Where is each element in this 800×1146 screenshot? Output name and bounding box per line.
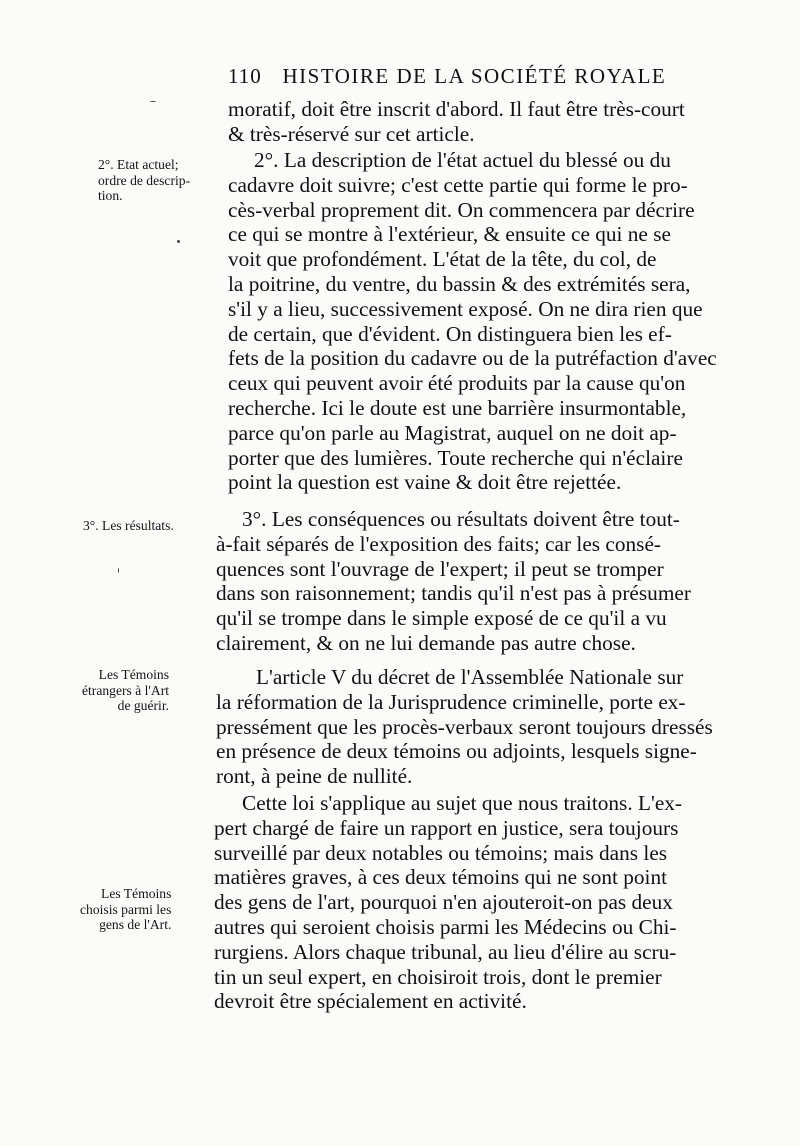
text-line: voit que profondément. L'état de la tête, du col, de bbox=[228, 247, 657, 272]
text-line: porter que des lumières. Toute recherche qui n'éclaire bbox=[228, 445, 683, 470]
text-line: fets de la position du cadavre ou de la putréfaction d'avec bbox=[228, 346, 717, 371]
text-line: autres qui seroient choisis parmi les Médecins ou Chi- bbox=[214, 914, 677, 939]
text-line: dans son raisonnement; tandis qu'il n'est pas à présumer bbox=[216, 581, 691, 606]
text-line: pert chargé de faire un rapport en justice, sera toujours bbox=[214, 815, 679, 840]
text-line: & très-réservé sur cet article. bbox=[228, 121, 475, 146]
text-line: la poitrine, du ventre, du bassin & des extrémités sera, bbox=[228, 271, 691, 296]
text-line: qu'il se trompe dans le simple exposé de ce qu'il a vu bbox=[216, 606, 667, 631]
text-line: à-fait séparés de l'exposition des faits; car les consé- bbox=[216, 531, 661, 556]
text-line: quences sont l'ouvrage de l'expert; il peut se tromper bbox=[216, 556, 664, 581]
paragraph-article-v bbox=[212, 665, 788, 789]
paper-speck bbox=[177, 240, 180, 243]
margin-note-line: 3°. Les résultats. bbox=[83, 518, 174, 533]
margin-note-temoins-gens-art bbox=[80, 886, 171, 933]
margin-note-line: gens de l'Art. bbox=[99, 917, 172, 932]
paragraph-description bbox=[212, 148, 788, 495]
text-line: pressément que les procès-verbaux seront toujours dressés bbox=[216, 714, 713, 739]
text-line: surveillé par deux notables ou témoins; mais dans les bbox=[214, 840, 668, 865]
margin-note-line: de guérir. bbox=[117, 698, 169, 713]
text-line: cadavre doit suivre; c'est cette partie qui forme le pro- bbox=[228, 172, 688, 197]
margin-note-line: Les Témoins bbox=[101, 886, 172, 901]
text-line: la réformation de la Jurisprudence criminelle, porte ex- bbox=[216, 689, 686, 714]
paper-speck bbox=[150, 101, 156, 102]
margin-note-line: tion. bbox=[98, 188, 123, 203]
text-line: Cette loi s'applique au sujet que nous traitons. L'ex- bbox=[242, 791, 683, 815]
text-line: L'article V du décret de l'Assemblée Nationale sur bbox=[256, 665, 684, 689]
margin-note-line: choisis parmi les bbox=[80, 901, 172, 917]
running-title: HISTOIRE DE LA SOCIÉTÉ ROYALE bbox=[282, 64, 667, 88]
text-line: ront, à peine de nullité. bbox=[216, 764, 413, 789]
text-line: parce qu'on parle au Magistrat, auquel on ne doit ap- bbox=[228, 420, 677, 445]
margin-note-resultats bbox=[83, 518, 174, 534]
text-line: point la question est vaine & doit être rejettée. bbox=[228, 470, 622, 495]
text-line: recherche. Ici le doute est une barrière insurmontable, bbox=[228, 395, 687, 420]
text-line: ce qui se montre à l'extérieur, & ensuite ce qui ne se bbox=[228, 222, 671, 247]
page-number: 110 bbox=[228, 64, 262, 88]
paragraph-moratif bbox=[212, 97, 788, 147]
text-line: s'il y a lieu, successivement exposé. On ne dira rien que bbox=[228, 296, 703, 321]
text-line: rurgiens. Alors chaque tribunal, au lieu d'élire au scru- bbox=[214, 939, 677, 964]
text-line: de certain, que d'évident. On distinguera bien les ef- bbox=[228, 321, 672, 346]
margin-note-line: ordre de descrip- bbox=[98, 172, 191, 188]
text-line: en présence de deux témoins ou adjoints, lesquels signe- bbox=[216, 739, 697, 764]
paper-speck bbox=[118, 568, 119, 573]
margin-note-temoins-etrangers bbox=[82, 667, 169, 714]
margin-note-line: Les Témoins bbox=[98, 667, 169, 682]
text-line: clairement, & on ne lui demande pas autre chose. bbox=[216, 630, 636, 655]
margin-note-line: 2°. Etat actuel; bbox=[98, 157, 179, 172]
text-line: moratif, doit être inscrit d'abord. Il faut être très-court bbox=[228, 97, 685, 121]
margin-note-etat-actuel bbox=[98, 157, 190, 204]
text-line: devroit être spécialement en activité. bbox=[214, 989, 527, 1014]
running-header bbox=[228, 64, 788, 89]
paragraph-resultats bbox=[212, 507, 788, 656]
text-line: 3°. Les conséquences ou résultats doivent être tout- bbox=[242, 507, 680, 531]
text-line: tin un seul expert, en choisiroit trois, dont le premier bbox=[214, 964, 662, 989]
text-line: 2°. La description de l'état actuel du blessé ou du bbox=[254, 148, 671, 172]
paragraph-cette-loi bbox=[212, 791, 788, 1014]
text-line: cès-verbal proprement dit. On commencera par décrire bbox=[228, 197, 695, 222]
text-line: ceux qui peuvent avoir été produits par la cause qu'on bbox=[228, 371, 686, 396]
margin-note-line: étrangers à l'Art bbox=[82, 682, 169, 698]
text-line: des gens de l'art, pourquoi n'en ajouteroit-on pas deux bbox=[214, 890, 673, 915]
text-line: matières graves, à ces deux témoins qui ne sont point bbox=[214, 865, 668, 890]
